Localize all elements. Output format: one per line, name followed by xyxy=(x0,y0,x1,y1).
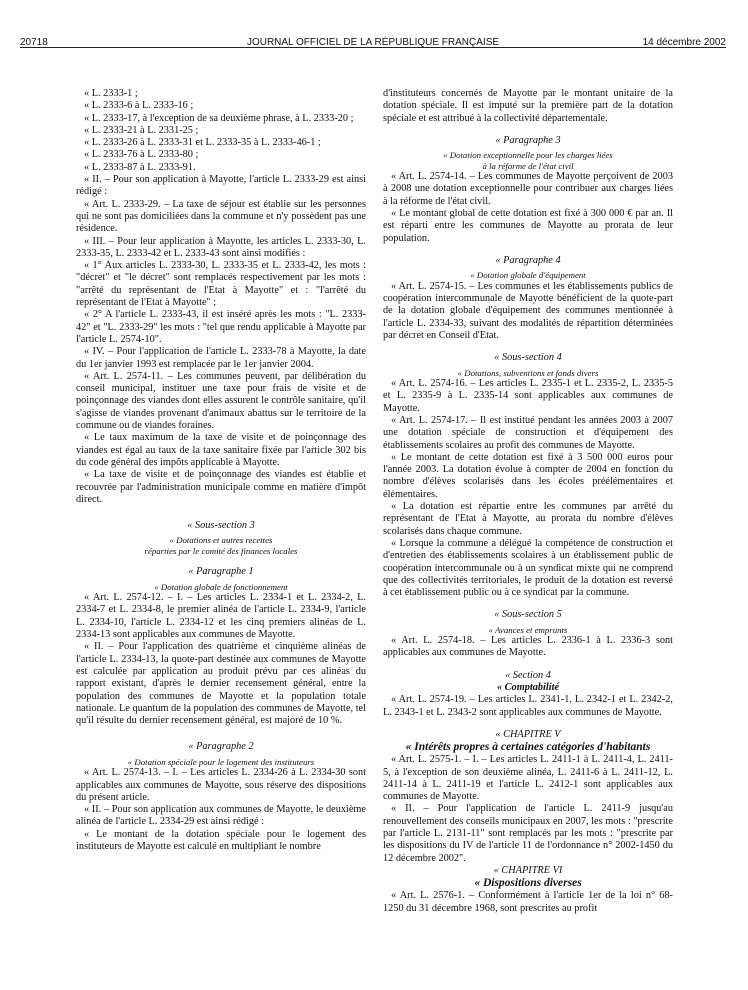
paragraph: « L. 2333-76 à L. 2333-80 ; xyxy=(84,149,199,161)
section-subtitle: « Dotation globale d'équipement xyxy=(470,270,586,281)
paragraph: « L. 2333-6 à L. 2333-16 ; xyxy=(84,100,194,112)
section-heading: « Sous-section 4 xyxy=(494,352,562,364)
paragraph: « Art. L. 2574-11. – Les communes peuvent, par délibération du conseil municipal, instituer une taxe pour frais de visite et de poinçonnage des viandes dont elles assurent le contrôle sanitaire, qu'il s'agisse de viandes provenant d'animaux abattus sur le territoire de la commune ou de viandes foraines. xyxy=(76,370,366,432)
paragraph: « L. 2333-1 ; xyxy=(84,88,138,99)
paragraph: « II. – Pour son application aux communes de Mayotte, le deuxième alinéa de l'article L. 2334-29 est ainsi rédigé : xyxy=(76,804,366,828)
paragraph: « Art. L. 2574-15. – Les communes et les établissements publics de coopération intercommunale de Mayotte bénéficient de la quote-part de la dotation globale d'équipement des communes mentionnée à l'article L. 2334-33, suivant des modalités de répartition déterminées par décret en Conseil d'Etat. xyxy=(383,280,673,341)
right-column xyxy=(383,88,673,915)
section-heading: « Paragraphe 3 xyxy=(495,134,561,146)
section-subtitle: « Dotation globale de fonctionnement xyxy=(154,581,288,592)
paragraph: « Lorsque la commune a délégué la compétence de construction et d'entretien des établissements scolaires à un établissement public de coopération intercommunale ou à un syndicat mixte qui ne comprend que des collectivités territoriales, le produit de la dotation est reversé à cet établissement public ou à ce syndicat par la commune. xyxy=(383,537,673,599)
paragraph: « Le montant de cette dotation est fixé à 3 500 000 euros pour l'année 2003. La dotation évolue à compter de 2004 en fonction du nombre d'élèves scolarisés dans les écoles préélémentaires et élémentaires. xyxy=(383,451,673,500)
section-subtitle: réparties par le comité des finances locales xyxy=(144,545,298,556)
paragraph: « 2° A l'article L. 2333-43, il est inséré après les mots : "L. 2333-42" et "L. 2333-29" les mots : "tel que rendu applicable à Mayotte par l'article L. 2574-10". xyxy=(76,309,366,345)
paragraph: « 1° Aux articles L. 2333-30, L. 2333-35 et L. 2333-42, les mots : "décret" et "le décret" sont remplacés respectivement par les mots : "arrêté du représentant de l'Etat à Mayotte" et : "l'arrêté du représentant de l'Etat à Mayotte" ; xyxy=(76,260,366,309)
paragraph: « L. 2333-26 à L. 2333-31 et L. 2333-35 à L. 2333-46-1 ; xyxy=(84,137,321,149)
journal-title: JOURNAL OFFICIEL DE LA RÉPUBLIQUE FRANÇAISE xyxy=(246,37,500,48)
paragraph: « Art. L. 2574-17. – Il est institué pendant les années 2003 à 2007 une dotation spéciale de construction et d'équipement des établissements scolaires au profit des communes de Mayotte. xyxy=(383,414,673,451)
section-heading: « Paragraphe 1 xyxy=(188,566,254,578)
paragraph: « II. – Pour l'application des quatrième et cinquième alinéas de l'article L. 2334-13, la quote-part destinée aux communes de Mayotte est calculée par application au produit prévu par ces alinéas du rapport existant, d'après le dernier recensement général, entre la population des communes de Mayotte et la population totale nationale. Le quantum de la population des communes de Mayotte, tel qu'il résulte du dernier recensement général, est majoré de 10 %. xyxy=(76,641,366,727)
chapter-title: « Dispositions diverses xyxy=(474,877,582,890)
section-heading: « Paragraphe 2 xyxy=(188,741,254,753)
section-heading: « CHAPITRE VI xyxy=(493,864,563,876)
section-heading: « Paragraphe 4 xyxy=(495,254,561,266)
paragraph: « II. – Pour l'application de l'article L. 2411-9 jusqu'au renouvellement des conseils municipaux en 2007, les mots : "prescrite par l'article L. 2131-11" sont remplacés par les mots : "prescrite par les dispositions du IV de l'article 11 de l'ordonnance n° 2002-1450 du 12 décembre 2002". xyxy=(383,803,673,864)
paragraph: d'instituteurs concernés de Mayotte par le montant unitaire de la dotation spéciale. Il est imputé sur la première part de la dotation spéciale et est attribué à la collectivité départementale. xyxy=(383,88,673,124)
paragraph: « La taxe de visite et de poinçonnage des viandes est établie et recouvrée par l'administration municipale comme en matière d'impôt direct. xyxy=(76,469,366,505)
paragraph: « III. – Pour leur application à Mayotte, les articles L. 2333-30, L. 2333-35, L. 2333-42 et L. 2333-43 sont ainsi modifiés : xyxy=(76,235,366,259)
section-heading: « Sous-section 3 xyxy=(187,520,255,532)
paragraph: « Art. L. 2575-1. – I. – Les articles L. 2411-1 à L. 2411-4, L. 2411-5, à l'exception de son deuxième alinéa, L. 2411-6 à L. 2411-12, L. 2411-14 à L. 2411-19 et l'article L. 2412-1 sont applicables aux communes de Mayotte. xyxy=(383,754,673,803)
section-subtitle: à la réforme de l'état civil xyxy=(482,160,574,171)
chapter-title: « Intérêts propres à certaines catégories d'habitants xyxy=(405,741,651,754)
paragraph: « La dotation est répartie entre les communes par arrêté du représentant de l'Etat à Mayotte, au prorata du nombre d'élèves scolarisés dans chaque commune. xyxy=(383,501,673,537)
paragraph: « L. 2333-21 à L. 2331-25 ; xyxy=(84,124,199,136)
paragraph: « Art. L. 2574-14. – Les communes de Mayotte perçoivent de 2003 à 2008 une dotation exceptionnelle pour contribuer aux charges liées à la réforme de l'état civil. xyxy=(383,171,673,207)
section-subtitle: « Avances et emprunts xyxy=(488,624,568,635)
section-subtitle: « Dotations et autres recettes xyxy=(169,535,273,546)
paragraph: « Le montant de la dotation spéciale pour le logement des instituteurs de Mayotte est calculé en multipliant le nombre xyxy=(76,828,366,853)
left-column xyxy=(76,88,366,853)
section-heading: « Section 4 xyxy=(505,669,551,681)
paragraph: « Art. L. 2574-19. – Les articles L. 2341-1, L. 2342-1 et L. 2342-2, L. 2343-1 et L. 2343-2 sont applicables aux communes de Mayotte. xyxy=(383,694,673,718)
paragraph: « Art. L. 2574-16. – Les articles L. 2335-1 et L. 2335-2, L. 2335-5 et L. 2335-9 à L. 2335-14 sont applicables aux communes de Mayotte. xyxy=(383,378,673,414)
section-subtitle: « Dotations, subventions et fonds divers xyxy=(457,367,599,378)
paragraph: « Art. L. 2574-12. – I. – Les articles L. 2334-1 et L. 2334-2, L. 2334-7 et L. 2334-8, le premier alinéa de l'article L. 2334-9, l'article L. 2334-10, l'article L. 2334-12 et les cinq premiers alinéas de L. 2334-13 sont applicables aux communes de Mayotte. xyxy=(76,592,366,641)
paragraph: « Art. L. 2574-18. – Les articles L. 2336-1 à L. 2336-3 sont applicables aux communes de Mayotte. xyxy=(383,635,673,659)
page-header xyxy=(20,25,726,48)
section-heading: « CHAPITRE V xyxy=(495,728,561,740)
paragraph: « Art. L. 2333-29. – La taxe de séjour est établie sur les personnes qui ne sont pas domiciliées dans la commune et n'y possèdent pas une résidence. xyxy=(76,198,366,235)
paragraph: « IV. – Pour l'application de l'article L. 2333-78 à Mayotte, la date du 1er janvier 1993 est remplacée par le 1er janvier 2004. xyxy=(76,346,366,370)
page-number: 20718 xyxy=(20,37,48,48)
section-subtitle: « Dotation spéciale pour le logement des instituteurs xyxy=(127,756,315,767)
paragraph: « II. – Pour son application à Mayotte, l'article L. 2333-29 est ainsi rédigé : xyxy=(76,174,366,198)
paragraph: « Le montant global de cette dotation est fixé à 300 000 € par an. Il est réparti entre les communes de Mayotte au prorata de leur population. xyxy=(383,208,673,244)
paragraph: « Le taux maximum de la taxe de visite et de poinçonnage des viandes est égal au taux de la taxe sanitaire fixée par l'article 302 bis du code général des impôts applicable à Mayotte. xyxy=(76,432,366,468)
section-heading: « Sous-section 5 xyxy=(494,609,562,621)
paragraph: « Art. L. 2574-13. – I. – Les articles L. 2334-26 à L. 2334-30 sont applicables aux communes de Mayotte, sous réserve des dispositions du présent article. xyxy=(76,767,366,803)
section-title: « Comptabilité xyxy=(496,682,560,694)
paragraph: « Art. L. 2576-1. – Conformément à l'article 1er de la loi n° 68-1250 du 31 décembre 1968, sont prescrites au profit xyxy=(383,890,673,914)
paragraph: « L. 2333-17, à l'exception de sa deuxième phrase, à L. 2333-20 ; xyxy=(84,112,354,124)
paragraph: « L. 2333-87 à L. 2333-91. xyxy=(84,161,196,173)
publication-date: 14 décembre 2002 xyxy=(642,37,726,48)
section-subtitle: « Dotation exceptionnelle pour les charges liées xyxy=(443,150,613,161)
